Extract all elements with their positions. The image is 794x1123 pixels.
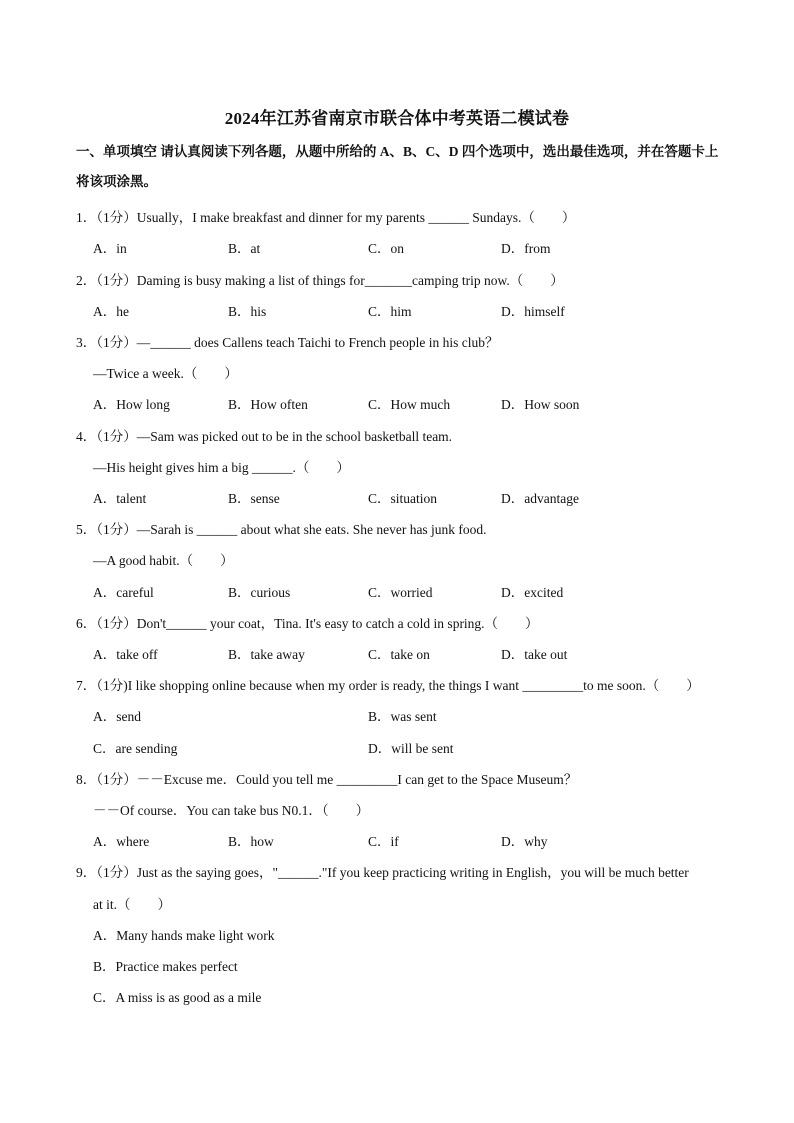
q2-option-c[interactable]: C．him: [368, 304, 412, 319]
q5-option-a[interactable]: A．careful: [93, 585, 154, 600]
q5-option-c[interactable]: C．worried: [368, 585, 433, 600]
q7-option-c[interactable]: C．are sending: [93, 741, 178, 756]
question-6-stem: 6．（1分）Don't______ your coat，Tina. It's easy to catch a cold in spring.（ ）: [76, 616, 539, 631]
q6-option-a[interactable]: A．take off: [93, 647, 158, 662]
q6-option-d[interactable]: D．take out: [501, 647, 568, 662]
q5-option-d[interactable]: D．excited: [501, 585, 564, 600]
q1-option-d[interactable]: D．from: [501, 241, 551, 256]
q7-option-a[interactable]: A．send: [93, 709, 141, 724]
q1-option-b[interactable]: B．at: [228, 241, 261, 256]
question-9-stem: 9．（1分）Just as the saying goes，"______."If you keep practicing writing in English，you will be much better: [76, 865, 689, 880]
question-7-stem: 7．（1分)I like shopping online because when my order is ready, the things I want _________to me soon.（ ）: [76, 678, 700, 693]
section-instructions: 一、单项填空 请认真阅读下列各题，从题中所给的 A、B、C、D 四个选项中，选出最佳选项，并在答题卡上将该项涂黑。: [76, 144, 719, 189]
q8-option-d[interactable]: D．why: [501, 834, 548, 849]
question-3-stem: 3．（1分）—______ does Callens teach Taichi to French people in his club？: [76, 335, 499, 350]
question-5-reply: —A good habit.（ ）: [93, 553, 234, 568]
q4-option-c[interactable]: C．situation: [368, 491, 438, 506]
question-2-stem: 2．（1分）Daming is busy making a list of things for_______camping trip now.（ ）: [76, 273, 564, 288]
question-9-continuation: at it.（ ）: [93, 897, 171, 912]
question-8-reply: －－Of course．You can take bus N0.1．（ ）: [93, 803, 370, 818]
q1-option-c[interactable]: C．on: [368, 241, 405, 256]
q3-option-b[interactable]: B．How often: [228, 397, 308, 412]
q8-option-a[interactable]: A．where: [93, 834, 150, 849]
q8-option-b[interactable]: B．how: [228, 834, 274, 849]
question-5-stem: 5．（1分）—Sarah is ______ about what she eats. She never has junk food.: [76, 522, 487, 537]
question-8-stem: 8．（1分）－－Excuse me．Could you tell me _________I can get to the Space Museum？: [76, 772, 578, 787]
q9-option-a[interactable]: A．Many hands make light work: [93, 928, 275, 943]
q8-option-c[interactable]: C．if: [368, 834, 399, 849]
q7-option-d[interactable]: D．will be sent: [368, 741, 454, 756]
q6-option-c[interactable]: C．take on: [368, 647, 430, 662]
question-1-stem: 1．（1分）Usually，I make breakfast and dinner for my parents ______ Sundays.（ ）: [76, 210, 576, 225]
q2-option-d[interactable]: D．himself: [501, 304, 565, 319]
q3-option-d[interactable]: D．How soon: [501, 397, 580, 412]
q4-option-d[interactable]: D．advantage: [501, 491, 579, 506]
q9-option-c[interactable]: C．A miss is as good as a mile: [93, 990, 262, 1005]
q7-option-b[interactable]: B．was sent: [368, 709, 437, 724]
q1-option-a[interactable]: A．in: [93, 241, 127, 256]
q4-option-b[interactable]: B．sense: [228, 491, 280, 506]
q2-option-b[interactable]: B．his: [228, 304, 267, 319]
q4-option-a[interactable]: A．talent: [93, 491, 147, 506]
question-4-stem: 4．（1分）—Sam was picked out to be in the school basketball team.: [76, 429, 453, 444]
q9-option-b[interactable]: B．Practice makes perfect: [93, 959, 238, 974]
question-3-reply: —Twice a week.（ ）: [93, 366, 238, 381]
page-title: 2024年江苏省南京市联合体中考英语二模试卷: [224, 109, 570, 128]
q2-option-a[interactable]: A．he: [93, 304, 129, 319]
q6-option-b[interactable]: B．take away: [228, 647, 305, 662]
q5-option-b[interactable]: B．curious: [228, 585, 291, 600]
q3-option-c[interactable]: C．How much: [368, 397, 451, 412]
q3-option-a[interactable]: A．How long: [93, 397, 170, 412]
question-4-reply: —His height gives him a big ______.（ ）: [93, 460, 350, 475]
